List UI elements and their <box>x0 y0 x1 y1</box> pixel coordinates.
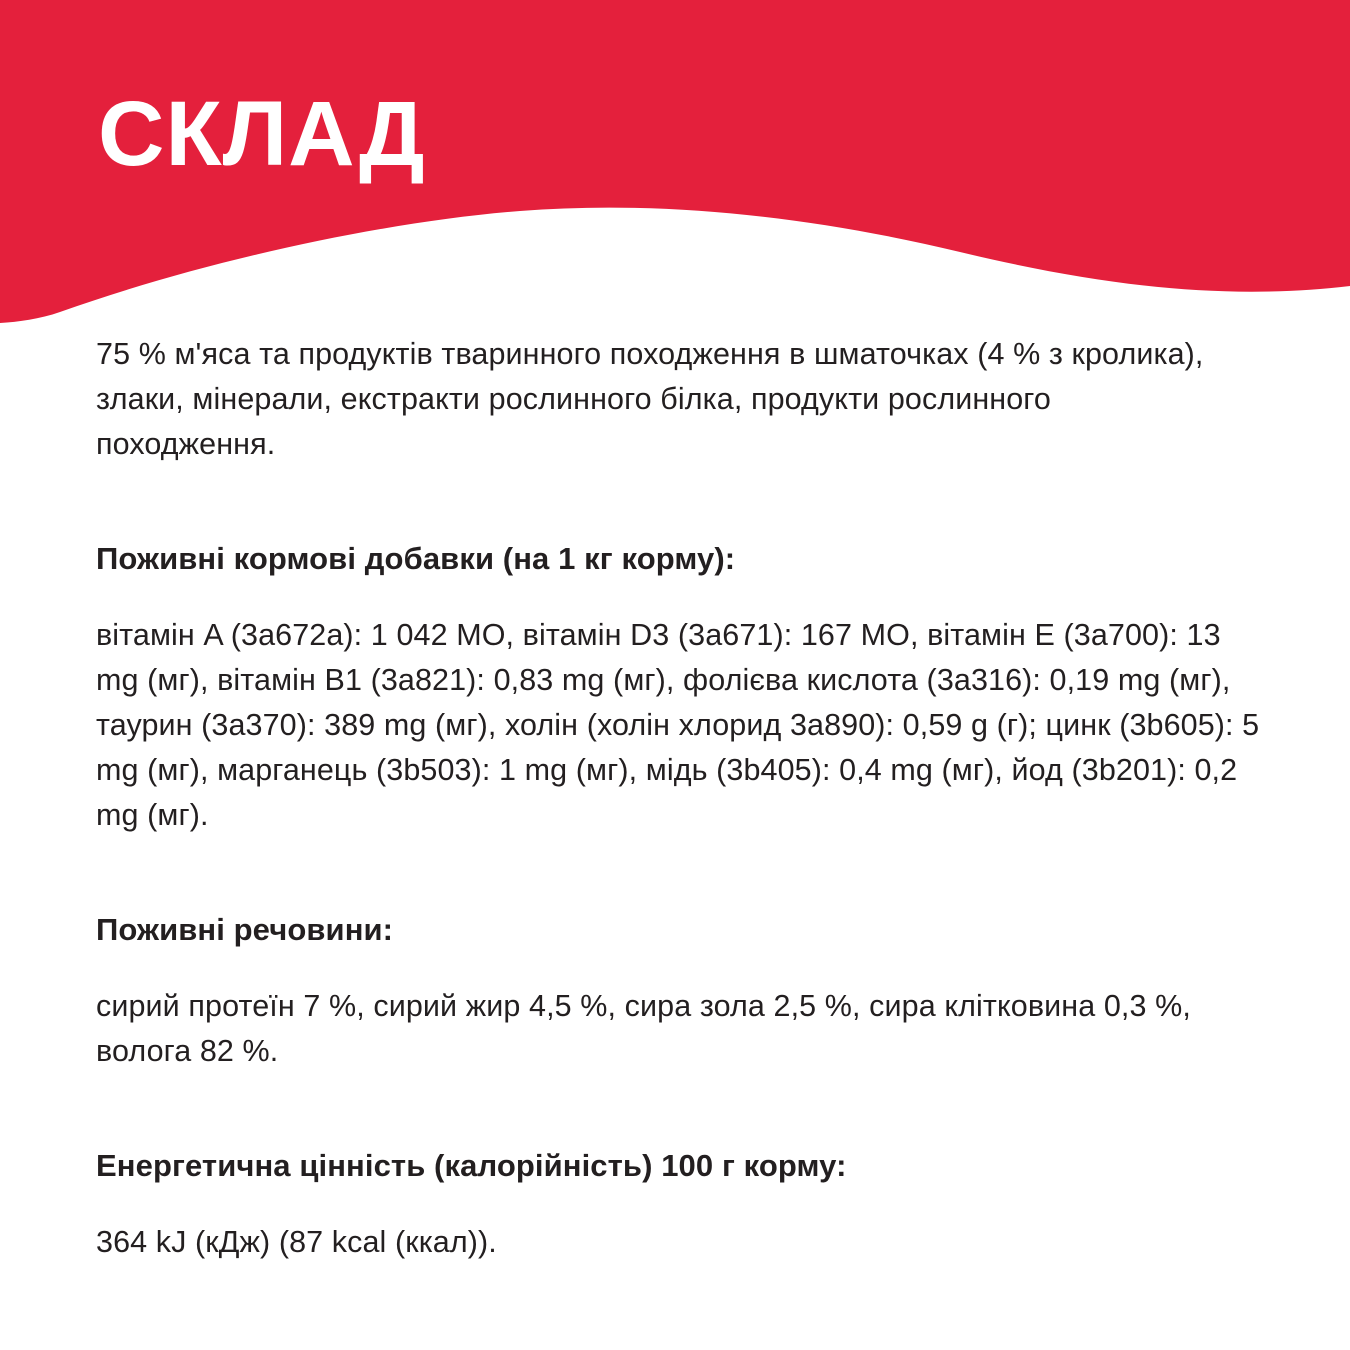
composition-content <box>96 332 1260 1265</box>
section-body-additives: вітамін A (3a672a): 1 042 МО, вітамін D3 (3a671): 167 МО, вітамін E (3a700): 13 mg (мг), вітамін B1 (3a821): 0,83 mg (мг), фолієва кислота (3a316): 0,19 mg (мг), таурин (3a370): 389 mg (мг), холін (холін хлорид 3a890): 0,59 g (г); цинк (3b605): 5 mg (мг), марганець (3b503): 1 mg (мг), мідь (3b405): 0,4 mg (мг), йод (3b201): 0,2 mg (мг). <box>96 618 1260 832</box>
section-heading-additives: Поживні кормові добавки (на 1 кг корму): <box>96 541 736 576</box>
section-heading-energy: Енергетична цінність (калорійність) 100 г корму: <box>96 1148 847 1183</box>
section-body-nutrients: сирий протеїн 7 %, сирий жир 4,5 %, сира зола 2,5 %, сира клітковина 0,3 %, волога 82 %. <box>96 989 1191 1068</box>
intro-paragraph: 75 % м'яса та продуктів тваринного походження в шматочках (4 % з кролика), злаки, мінерали, екстракти рослинного білка, продукти рослинного походження. <box>96 337 1204 461</box>
page-title: СКЛАД <box>98 83 426 185</box>
header-banner <box>0 0 1350 340</box>
section-body-energy: 364 kJ (кДж) (87 kcal (ккал)). <box>96 1225 497 1259</box>
section-heading-nutrients: Поживні речовини: <box>96 912 394 947</box>
